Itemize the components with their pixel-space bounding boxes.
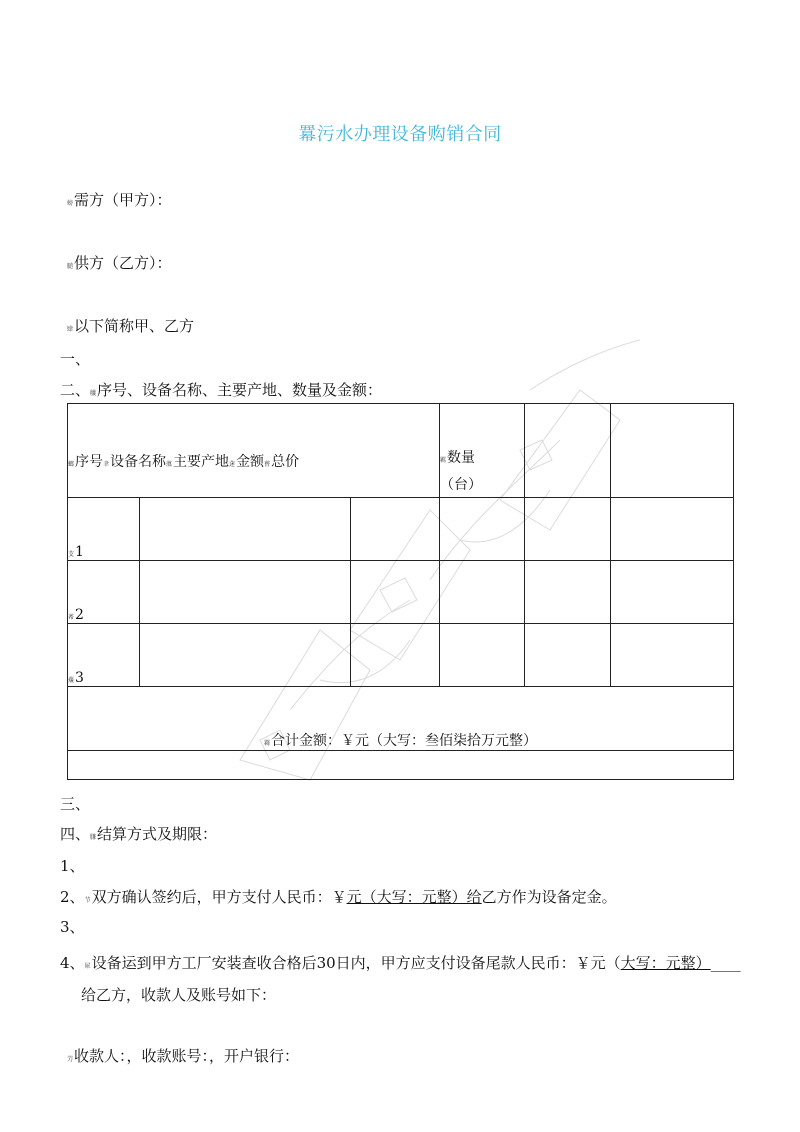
row-cell [140, 624, 351, 687]
item-4-blank: ____ [710, 954, 741, 972]
header-cell-5 [525, 404, 611, 498]
row-cell [611, 561, 734, 624]
header-mark-5: 蒈 [264, 461, 271, 468]
abbrev-text: 以下简称甲、乙方 [74, 317, 195, 335]
header-quantity: 数量 [447, 450, 476, 466]
row-cell [440, 624, 525, 687]
table-header-row [68, 404, 734, 498]
payee-line [67, 1047, 299, 1069]
item-2-underlined: 元（大写：元整）给 [346, 888, 482, 906]
row-serial-cell [68, 498, 140, 561]
abbrev-line [67, 317, 194, 339]
item-2 [60, 888, 617, 910]
header-serial: 序号 [75, 454, 104, 470]
header-mark-4: 蒁 [229, 461, 236, 468]
section-4 [60, 825, 217, 847]
document-title: 羃污水办理设备购销合同 [298, 124, 502, 145]
table-row [68, 624, 734, 687]
party-b-label: 供方（乙方）： [74, 254, 172, 272]
party-a-mark: 螃 [67, 200, 74, 207]
section-4-mark: 膁 [90, 834, 97, 841]
row-serial-cell [68, 624, 140, 687]
section-3: 三、 [60, 795, 91, 813]
header-amount: 金额 [236, 454, 265, 470]
row-cell [440, 498, 525, 561]
header-total-price: 总价 [271, 454, 300, 470]
header-device-name: 设备名称 [110, 454, 167, 470]
empty-cell [68, 751, 734, 780]
header-origin: 主要产地 [173, 454, 230, 470]
row-cell [525, 561, 611, 624]
row-cell [351, 561, 440, 624]
row-serial-cell [68, 561, 140, 624]
party-a-label: 需方（甲方）： [74, 191, 172, 209]
row-cell [351, 624, 440, 687]
party-b-line [67, 254, 172, 276]
item-4-text-a: 设备运到甲方工厂安装查收合格后30日内，甲方应支付设备尾款人民币：￥元（ [91, 954, 621, 972]
section-1: 一、 [60, 350, 91, 368]
party-b-mark: 膇 [67, 263, 74, 270]
table-row [68, 498, 734, 561]
row-mark: 芆 [68, 551, 75, 558]
total-amount: 合计金额：￥元（大写：叁佰柒拾万元整） [271, 733, 537, 749]
row-serial: 3 [75, 670, 84, 686]
section-2-text: 序号、设备名称、主要产地、数量及金额： [97, 381, 383, 399]
row-cell [140, 561, 351, 624]
row-serial: 1 [75, 544, 84, 560]
row-cell [140, 498, 351, 561]
equipment-table [67, 403, 734, 780]
payee-text: 收款人：，收款账号：，开户银行： [74, 1047, 300, 1065]
row-cell [351, 498, 440, 561]
item-4-underlined: 大写：元整） [620, 954, 711, 972]
row-cell [611, 624, 734, 687]
row-cell [611, 498, 734, 561]
abbrev-mark: 肆 [67, 326, 74, 333]
payee-mark: 芀 [67, 1056, 74, 1063]
header-combined-cell [68, 404, 440, 498]
row-cell [525, 498, 611, 561]
item-1: 1、 [60, 857, 85, 875]
item-4-mark: 犀 [84, 963, 91, 970]
table-total-row [68, 687, 734, 751]
item-2-prefix: 2、 [60, 888, 85, 906]
section-4-prefix: 四、 [60, 825, 91, 843]
header-quantity-unit: （台） [440, 477, 482, 493]
item-2-mark: 节 [84, 897, 91, 904]
row-cell [525, 624, 611, 687]
item-2-text-a: 双方确认签约后，甲方支付人民币：￥ [91, 888, 347, 906]
header-quantity-cell [440, 404, 525, 498]
item-4-prefix: 4、 [60, 954, 85, 972]
header-cell-6 [611, 404, 734, 498]
party-a-line [67, 191, 172, 213]
row-cell [440, 561, 525, 624]
item-2-text-b: 乙方作为设备定金。 [481, 888, 617, 906]
item-3: 3、 [60, 918, 85, 936]
row-serial: 2 [75, 607, 84, 623]
section-4-text: 结算方式及期限： [97, 825, 218, 843]
total-cell [68, 687, 734, 751]
header-mark-1: 螂 [68, 461, 75, 468]
header-mark-6: 羁 [440, 457, 447, 464]
item-4 [60, 954, 741, 976]
header-mark-3: 薀 [166, 461, 173, 468]
item-4-line-2: 给乙方，收款人及账号如下： [81, 986, 277, 1004]
row-mark: 莃 [68, 614, 75, 621]
table-empty-row [68, 751, 734, 780]
section-2-mark: 艤 [90, 390, 97, 397]
table-row [68, 561, 734, 624]
header-mark-2: 聿 [103, 461, 110, 468]
row-mark: 蕿 [68, 677, 75, 684]
total-mark: 羇 [263, 740, 270, 747]
section-2-prefix: 二、 [60, 381, 91, 399]
